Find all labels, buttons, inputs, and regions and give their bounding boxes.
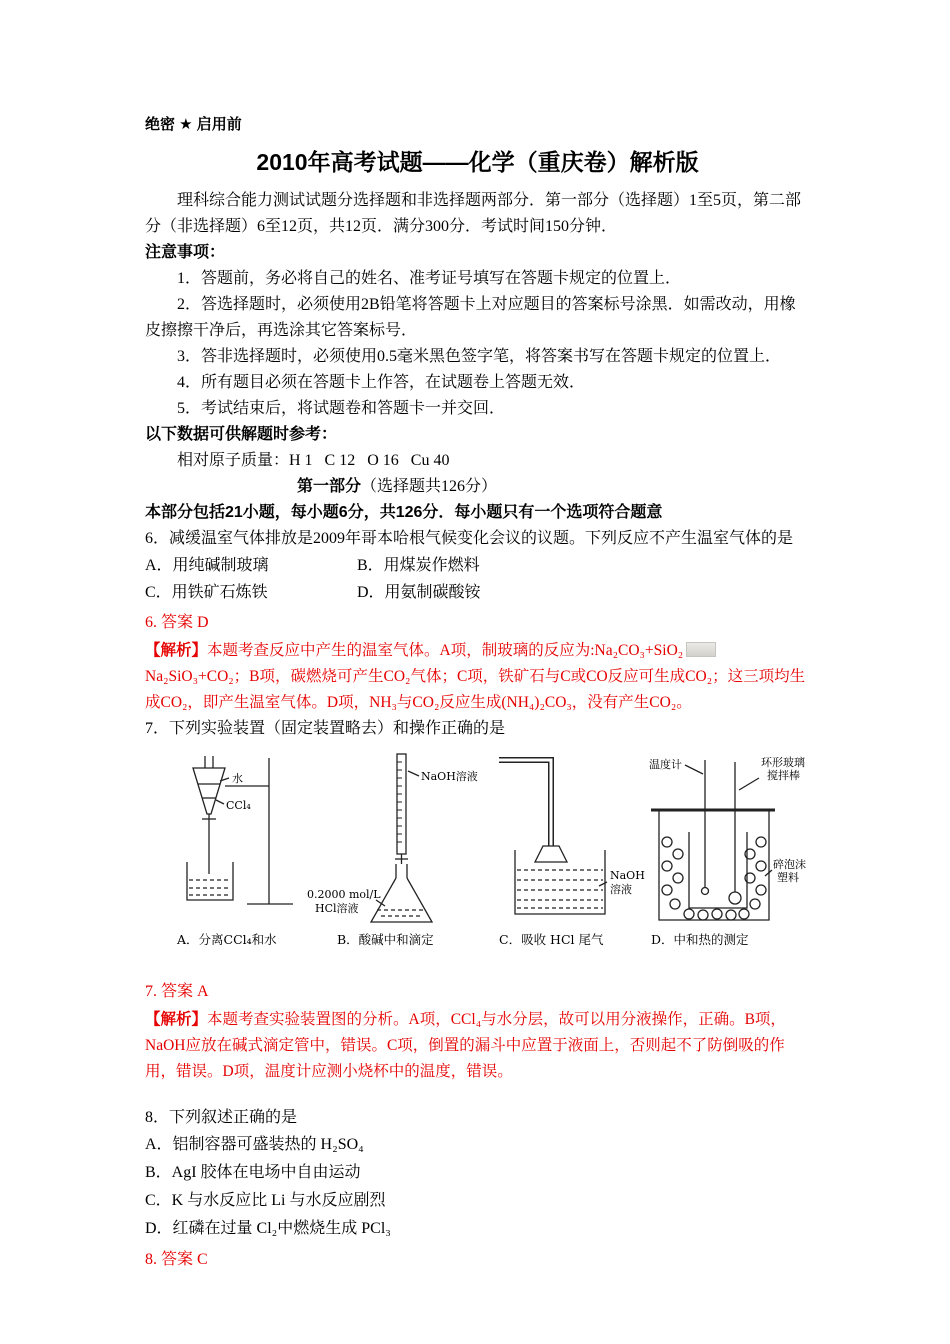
question6-option-d: D．用氨制碳酸铵 <box>357 584 481 601</box>
notice-item-1: 1．答题前，务必将自己的姓名、准考证号填写在答题卡规定的位置上． <box>177 270 682 287</box>
label-ccl4: CCl₄ <box>226 799 251 812</box>
label-stirrer-line2: 搅拌棒 <box>767 769 800 782</box>
lab-apparatus-diagram <box>169 748 809 954</box>
caption-d: D．中和热的测定 <box>651 932 749 947</box>
label-water: 水 <box>232 772 243 785</box>
question6-answer: 6. 答案 D <box>145 614 209 631</box>
atomic-mass-line: 相对原子质量：H 1 C 12 O 16 Cu 40 <box>177 452 450 469</box>
part-heading <box>297 474 810 500</box>
label-stirrer-line1: 环形玻璃 <box>761 756 805 769</box>
part-title: 第一部分 <box>297 478 362 495</box>
label-naoh-line2: 溶液 <box>610 883 632 896</box>
notice-item-2: 2．答选择题时，必须使用2B铅笔将答题卡上对应题目的答案标号涂黑．如需改动，用橡皮擦擦干净后，再选涂其它答案标号． <box>145 296 796 339</box>
apparatus-d-calorimeter <box>651 760 775 920</box>
question7-answer: 7. 答案 A <box>145 983 209 1000</box>
apparatus-c-gas-absorption <box>499 760 607 914</box>
label-hcl-conc: 0.2000 mol/L <box>307 888 381 901</box>
label-foam-line1: 碎泡沫 <box>773 858 806 871</box>
label-hcl-solution: HCl溶液 <box>315 902 359 915</box>
analysis-label-q6: 【解析】 <box>145 642 208 659</box>
page-title: 2010年高考试题——化学（重庆卷）解析版 <box>256 149 699 175</box>
label-naoh-line1: NaOH <box>610 869 645 882</box>
caption-b: B．酸碱中和滴定 <box>337 932 434 947</box>
question6-stem: 6．减缓温室气体排放是2009年哥本哈根气候变化会议的议题。下列反应不产生温室气体的是 <box>145 530 794 547</box>
question7-analysis-text: 本题考查实验装置图的分析。A项，CCl₄与水分层，故可以用分液操作，正确。B项，NaOH应放在碱式滴定管中，错误。C项，倒置的漏斗中应置于液面上，否则起不了防倒吸的作用，错误。D项，温度计应测小烧杯中的温度，错误。 <box>145 1011 786 1080</box>
question8-option-c: C．K 与水反应比 Li 与水反应剧烈 <box>145 1192 386 1209</box>
label-thermometer: 温度计 <box>649 758 682 771</box>
caption-c: C．吸收 HCl 尾气 <box>499 932 604 947</box>
question6-analysis <box>145 638 810 716</box>
question8-answer: 8. 答案 C <box>145 1251 208 1268</box>
notice-item-4: 4．所有题目必须在答题卡上作答，在试题卷上答题无效． <box>177 374 586 391</box>
question6-analysis-text-1: 本题考查反应中产生的温室气体。A项，制玻璃的反应为:Na₂CO₃+SiO₂ <box>207 642 684 659</box>
label-naoh-burette: NaOH溶液 <box>421 770 478 783</box>
question6-options <box>145 552 705 606</box>
question-8 <box>145 1105 810 1273</box>
label-foam-line2: 塑料 <box>777 871 799 884</box>
notice-heading: 注意事项： <box>145 244 226 261</box>
question8-option-d: D．红磷在过量 Cl₂中燃烧生成 PCl₃ <box>145 1220 391 1237</box>
notice-item-3: 3．答非选择题时，必须使用0.5毫米黑色签字笔，将答案书写在答题卡规定的位置上． <box>177 348 782 365</box>
question7-figure <box>169 748 810 963</box>
section-rule: 本部分包括21小题，每小题6分，共126分．每小题只有一个选项符合题意 <box>145 504 663 521</box>
question8-option-a: A．铝制容器可盛装热的 H₂SO₄ <box>145 1136 364 1153</box>
caption-a: A．分离CCl₄和水 <box>177 932 277 947</box>
classification-label: 绝密 ★ 启用前 <box>145 116 242 133</box>
question6-option-c: C．用铁矿石炼铁 <box>145 584 268 601</box>
question6-option-b: B．用煤炭作燃料 <box>357 557 480 574</box>
question6-analysis-text-2: Na₂SiO₃+CO₂；B项，碳燃烧可产生CO₂气体；C项，铁矿石与C或CO反应可生成CO₂；这三项均生成CO₂，即产生温室气体。D项，NH₃与CO₂反应生成(NH₄)₂CO₃，没有产生CO₂。 <box>145 668 806 711</box>
part-subtitle: （选择题共126分） <box>361 478 498 495</box>
reaction-condition-image <box>686 642 716 657</box>
question7-stem: 7．下列实验装置（固定装置略去）和操作正确的是 <box>145 720 506 737</box>
question6-option-a: A．用纯碱制玻璃 <box>145 557 269 574</box>
intro-paragraph: 理科综合能力测试试题分选择题和非选择题两部分．第一部分（选择题）1至5页，第二部分（非选择题）6至12页，共12页．满分300分．考试时间150分钟． <box>145 192 802 235</box>
question8-stem: 8．下列叙述正确的是 <box>145 1109 298 1126</box>
notice-item-5: 5．考试结束后，将试题卷和答题卡一并交回． <box>177 400 506 417</box>
reference-heading: 以下数据可供解题时参考： <box>145 426 338 443</box>
question8-option-b: B．AgI 胶体在电场中自由运动 <box>145 1164 361 1181</box>
question-6 <box>145 526 810 716</box>
question-7 <box>145 716 810 1085</box>
analysis-label-q7: 【解析】 <box>145 1011 208 1028</box>
question7-analysis <box>145 1007 810 1085</box>
